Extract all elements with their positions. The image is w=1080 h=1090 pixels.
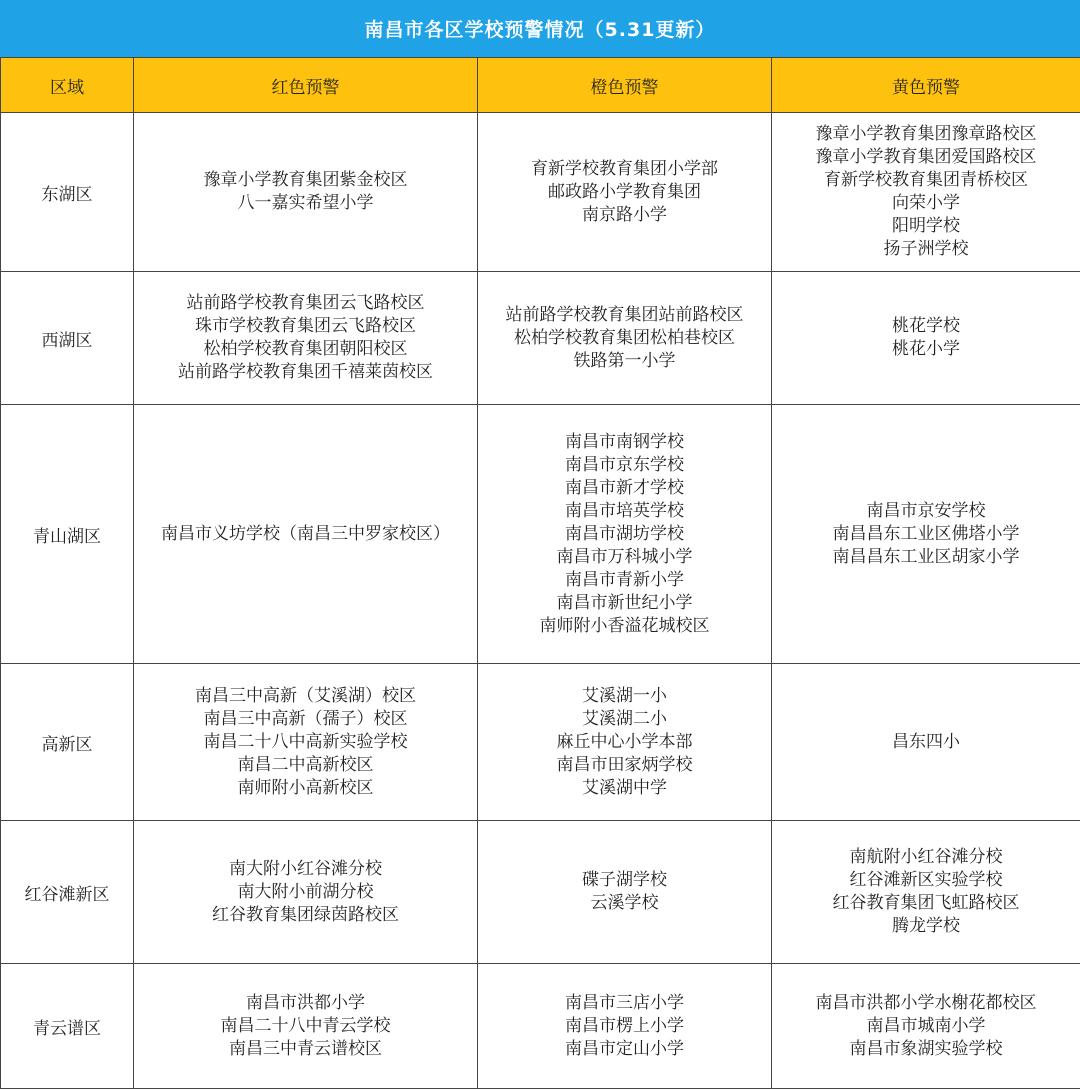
yellow-warning-cell: [772, 964, 1080, 1089]
school-name: 红谷教育集团飞虹路校区: [832, 893, 1020, 913]
school-name: 腾龙学校: [892, 916, 960, 936]
red-warning-cell: [134, 821, 478, 964]
school-name: 站前路学校教育集团站前路校区: [505, 304, 744, 325]
table-row: [1, 664, 1080, 821]
school-name: 南昌市定山小学: [565, 1038, 684, 1059]
school-name: 八一嘉实希望小学: [237, 193, 374, 213]
header-row: [1, 58, 1080, 113]
school-name: 豫章小学教育集团紫金校区: [203, 170, 408, 190]
school-name: 南昌市楞上小学: [565, 1015, 684, 1036]
school-name: 育新学校教育集团小学部: [531, 158, 718, 179]
header-district: 区域: [1, 58, 134, 113]
school-name: 南昌市洪都小学: [246, 992, 365, 1013]
header-yellow-warning: 黄色预警: [772, 58, 1080, 113]
school-name: 艾溪湖二小: [582, 708, 667, 729]
school-name: 南航附小红谷滩分校: [849, 847, 1003, 867]
school-name: 云溪学校: [590, 893, 659, 913]
red-warning-cell: [134, 405, 478, 664]
school-name: 南昌市培英学校: [565, 500, 684, 521]
school-name: 南昌二十八中高新实验学校: [203, 731, 408, 752]
warning-table: [0, 57, 1080, 1089]
school-name: 麻丘中心小学本部: [556, 731, 693, 752]
school-name: 南昌三中高新（艾溪湖）校区: [195, 685, 416, 706]
school-name: 南师附小高新校区: [237, 777, 374, 798]
school-name: 南昌市湖坊学校: [565, 523, 684, 544]
school-name: 南昌市三店小学: [565, 992, 684, 1013]
yellow-warning-cell: [772, 821, 1080, 964]
school-name: 松柏学校教育集团朝阳校区: [203, 339, 408, 359]
school-name: 豫章小学教育集团豫章路校区: [815, 124, 1037, 144]
school-name: 南昌昌东工业区佛塔小学: [832, 523, 1020, 544]
district-cell: 东湖区: [1, 113, 134, 272]
school-name: 南昌市万科城小学: [556, 546, 693, 567]
table-row: [1, 272, 1080, 405]
school-name: 南昌市象湖实验学校: [849, 1038, 1003, 1059]
table-body: [1, 113, 1080, 1089]
school-name: 红谷教育集团绿茵路校区: [212, 904, 399, 925]
school-name: 扬子洲学校: [883, 239, 969, 259]
school-name: 南京路小学: [582, 204, 667, 225]
school-name: 南昌市新世纪小学: [556, 592, 693, 613]
school-name: 育新学校教育集团青桥校区: [824, 170, 1028, 190]
school-name: 南昌市京安学校: [866, 500, 986, 521]
red-warning-cell: [134, 113, 478, 272]
school-name: 珠市学校教育集团云飞路校区: [195, 316, 416, 336]
school-name: 铁路第一小学: [573, 350, 676, 371]
table-title: 南昌市各区学校预警情况（5.31更新）: [0, 0, 1080, 57]
header-orange-warning: 橙色预警: [478, 58, 772, 113]
yellow-warning-cell: [772, 405, 1080, 664]
school-name: 南大附小前湖分校: [237, 881, 374, 902]
school-name: 南昌三中青云谱校区: [229, 1038, 382, 1059]
school-name: 艾溪湖中学: [582, 777, 667, 798]
district-cell: 红谷滩新区: [1, 821, 134, 964]
district-cell: 青山湖区: [1, 405, 134, 664]
school-name: 艾溪湖一小: [582, 685, 667, 706]
school-name: 南师附小香溢花城校区: [539, 615, 710, 636]
school-name: 桃花小学: [892, 339, 960, 359]
orange-warning-cell: [478, 964, 772, 1089]
school-name: 南昌市京东学校: [565, 454, 684, 475]
school-name: 南昌市田家炳学校: [556, 754, 693, 775]
school-name: 松柏学校教育集团松柏巷校区: [514, 327, 735, 348]
school-name: 南昌二十八中青云学校: [220, 1015, 391, 1036]
school-name: 南昌昌东工业区胡家小学: [832, 546, 1020, 567]
school-name: 南昌市南钢学校: [565, 431, 684, 452]
school-name: 南大附小红谷滩分校: [229, 858, 382, 879]
district-cell: 西湖区: [1, 272, 134, 405]
school-name: 南昌市洪都小学水榭花都校区: [815, 992, 1037, 1013]
orange-warning-cell: [478, 113, 772, 272]
yellow-warning-cell: [772, 113, 1080, 272]
school-name: 南昌市新才学校: [565, 477, 684, 498]
school-name: 南昌二中高新校区: [237, 754, 374, 775]
yellow-warning-cell: [772, 664, 1080, 821]
school-name: 南昌市城南小学: [866, 1015, 986, 1036]
red-warning-cell: [134, 272, 478, 405]
orange-warning-cell: [478, 405, 772, 664]
school-name: 红谷滩新区实验学校: [849, 870, 1003, 890]
school-name: 阳明学校: [892, 216, 960, 236]
table-row: [1, 821, 1080, 964]
orange-warning-cell: [478, 664, 772, 821]
district-cell: 青云谱区: [1, 964, 134, 1089]
school-name: 邮政路小学教育集团: [548, 181, 701, 202]
school-name: 豫章小学教育集团爱国路校区: [815, 147, 1037, 167]
school-name: 碟子湖学校: [582, 870, 667, 890]
school-name: 站前路学校教育集团云飞路校区: [186, 293, 425, 313]
school-name: 南昌三中高新（孺子）校区: [203, 708, 408, 729]
school-name: 昌东四小: [892, 731, 960, 752]
school-name: 桃花学校: [892, 316, 960, 336]
red-warning-cell: [134, 664, 478, 821]
red-warning-cell: [134, 964, 478, 1089]
table-row: [1, 405, 1080, 664]
school-name: 南昌市青新小学: [565, 569, 684, 590]
orange-warning-cell: [478, 821, 772, 964]
school-name: 南昌市义坊学校（南昌三中罗家校区）: [161, 523, 450, 544]
table-row: [1, 964, 1080, 1089]
header-red-warning: 红色预警: [134, 58, 478, 113]
school-name: 站前路学校教育集团千禧莱茵校区: [178, 362, 433, 382]
table-row: [1, 113, 1080, 272]
orange-warning-cell: [478, 272, 772, 405]
school-name: 向荣小学: [892, 193, 960, 213]
yellow-warning-cell: [772, 272, 1080, 405]
district-cell: 高新区: [1, 664, 134, 821]
